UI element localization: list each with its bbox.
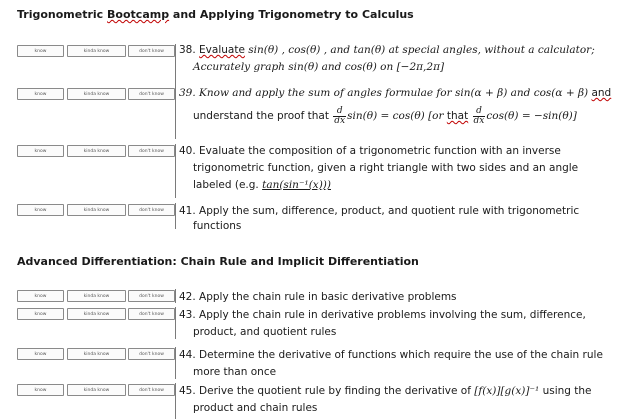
kinda-know-button[interactable]: kinda know <box>67 348 126 360</box>
kinda-know-button[interactable]: kinda know <box>67 88 126 100</box>
line: 39. Know and apply the sum of angles formulae for sin(α + β) and cos(α + β) <box>179 87 592 99</box>
know-button[interactable]: know <box>17 145 64 157</box>
line: 41. Apply the sum, difference, product, and quotient rule with trigonometric <box>179 205 580 217</box>
line: product and chain rules <box>193 402 318 414</box>
dont-know-button[interactable]: don't know <box>128 290 175 302</box>
title-bootcamp: Bootcamp <box>107 8 170 21</box>
line: understand the proof that <box>193 110 333 122</box>
line: 43. Apply the chain rule in derivative problems involving the sum, difference, <box>179 309 586 321</box>
item-number: 38. <box>179 44 200 56</box>
divider <box>175 44 176 88</box>
divider <box>175 203 176 229</box>
kinda-know-button[interactable]: kinda know <box>67 290 126 302</box>
derivative-fraction <box>333 107 346 126</box>
title-part: Trigonometric <box>17 8 108 21</box>
know-button[interactable]: know <box>17 204 64 216</box>
line: sin(θ) , cos(θ) , and tan(θ) at special angles, without a calculator; <box>244 44 595 56</box>
line: functions <box>193 220 242 232</box>
know-button[interactable]: know <box>17 290 64 302</box>
know-button[interactable]: know <box>17 384 64 396</box>
line: 42. Apply the chain rule in basic derivative problems <box>179 291 457 303</box>
line: labeled (e.g. <box>193 179 263 191</box>
line: 40. Evaluate the composition of a trigonometric function with an inverse <box>179 145 561 157</box>
line: cos(θ) = −sin(θ)] <box>486 110 577 122</box>
kinda-know-button[interactable]: kinda know <box>67 308 126 320</box>
word: and <box>591 87 612 99</box>
fraction-numerator: d <box>473 107 486 117</box>
dont-know-button[interactable]: don't know <box>128 45 175 57</box>
line: sin(θ) = cos(θ) [or <box>347 110 447 122</box>
line: product, and quotient rules <box>193 326 337 338</box>
math-expression: tan(sin⁻¹(x))) <box>262 179 331 191</box>
item-text <box>179 289 617 306</box>
divider <box>175 144 176 198</box>
divider <box>175 307 176 339</box>
divider <box>175 383 176 419</box>
math-expression: [f(x)][g(x)]⁻¹ <box>474 385 540 397</box>
fraction-numerator: d <box>333 107 346 117</box>
fraction-denominator: dx <box>473 115 485 126</box>
divider <box>175 347 176 379</box>
kinda-know-button[interactable]: kinda know <box>67 45 126 57</box>
fraction-denominator: dx <box>334 115 346 126</box>
word: that <box>446 110 469 122</box>
know-button[interactable]: know <box>17 88 64 100</box>
know-button[interactable]: know <box>17 308 64 320</box>
item-text <box>179 42 617 76</box>
item-text <box>179 203 617 232</box>
line: Accurately graph sin(θ) and cos(θ) on [−2π,2π] <box>193 61 445 73</box>
section-title-trigonometry <box>17 8 414 21</box>
title-part: and Applying Trigonometry to Calculus <box>169 8 414 21</box>
know-button[interactable]: know <box>17 348 64 360</box>
item-text <box>179 307 617 341</box>
know-button[interactable]: know <box>17 45 64 57</box>
dont-know-button[interactable]: don't know <box>128 308 175 320</box>
item-text <box>179 383 617 417</box>
line: trigonometric function, given a right triangle with two sides and an angle <box>193 162 579 174</box>
derivative-fraction <box>473 107 486 126</box>
dont-know-button[interactable]: don't know <box>128 348 175 360</box>
divider <box>175 289 176 303</box>
kinda-know-button[interactable]: kinda know <box>67 204 126 216</box>
word: Evaluate <box>199 44 245 56</box>
line: using the <box>539 385 592 397</box>
kinda-know-button[interactable]: kinda know <box>67 384 126 396</box>
item-text <box>179 347 617 381</box>
dont-know-button[interactable]: don't know <box>128 384 175 396</box>
item-text <box>179 85 617 130</box>
line: more than once <box>193 366 277 378</box>
divider <box>175 87 176 139</box>
item-text <box>179 143 617 194</box>
dont-know-button[interactable]: don't know <box>128 145 175 157</box>
line: 44. Determine the derivative of functions which require the use of the chain rule <box>179 349 603 361</box>
line: 45. Derive the quotient rule by finding the derivative of <box>179 385 475 397</box>
dont-know-button[interactable]: don't know <box>128 204 175 216</box>
section-title-differentiation: Advanced Differentiation: Chain Rule and Implicit Differentiation <box>17 255 419 268</box>
dont-know-button[interactable]: don't know <box>128 88 175 100</box>
kinda-know-button[interactable]: kinda know <box>67 145 126 157</box>
